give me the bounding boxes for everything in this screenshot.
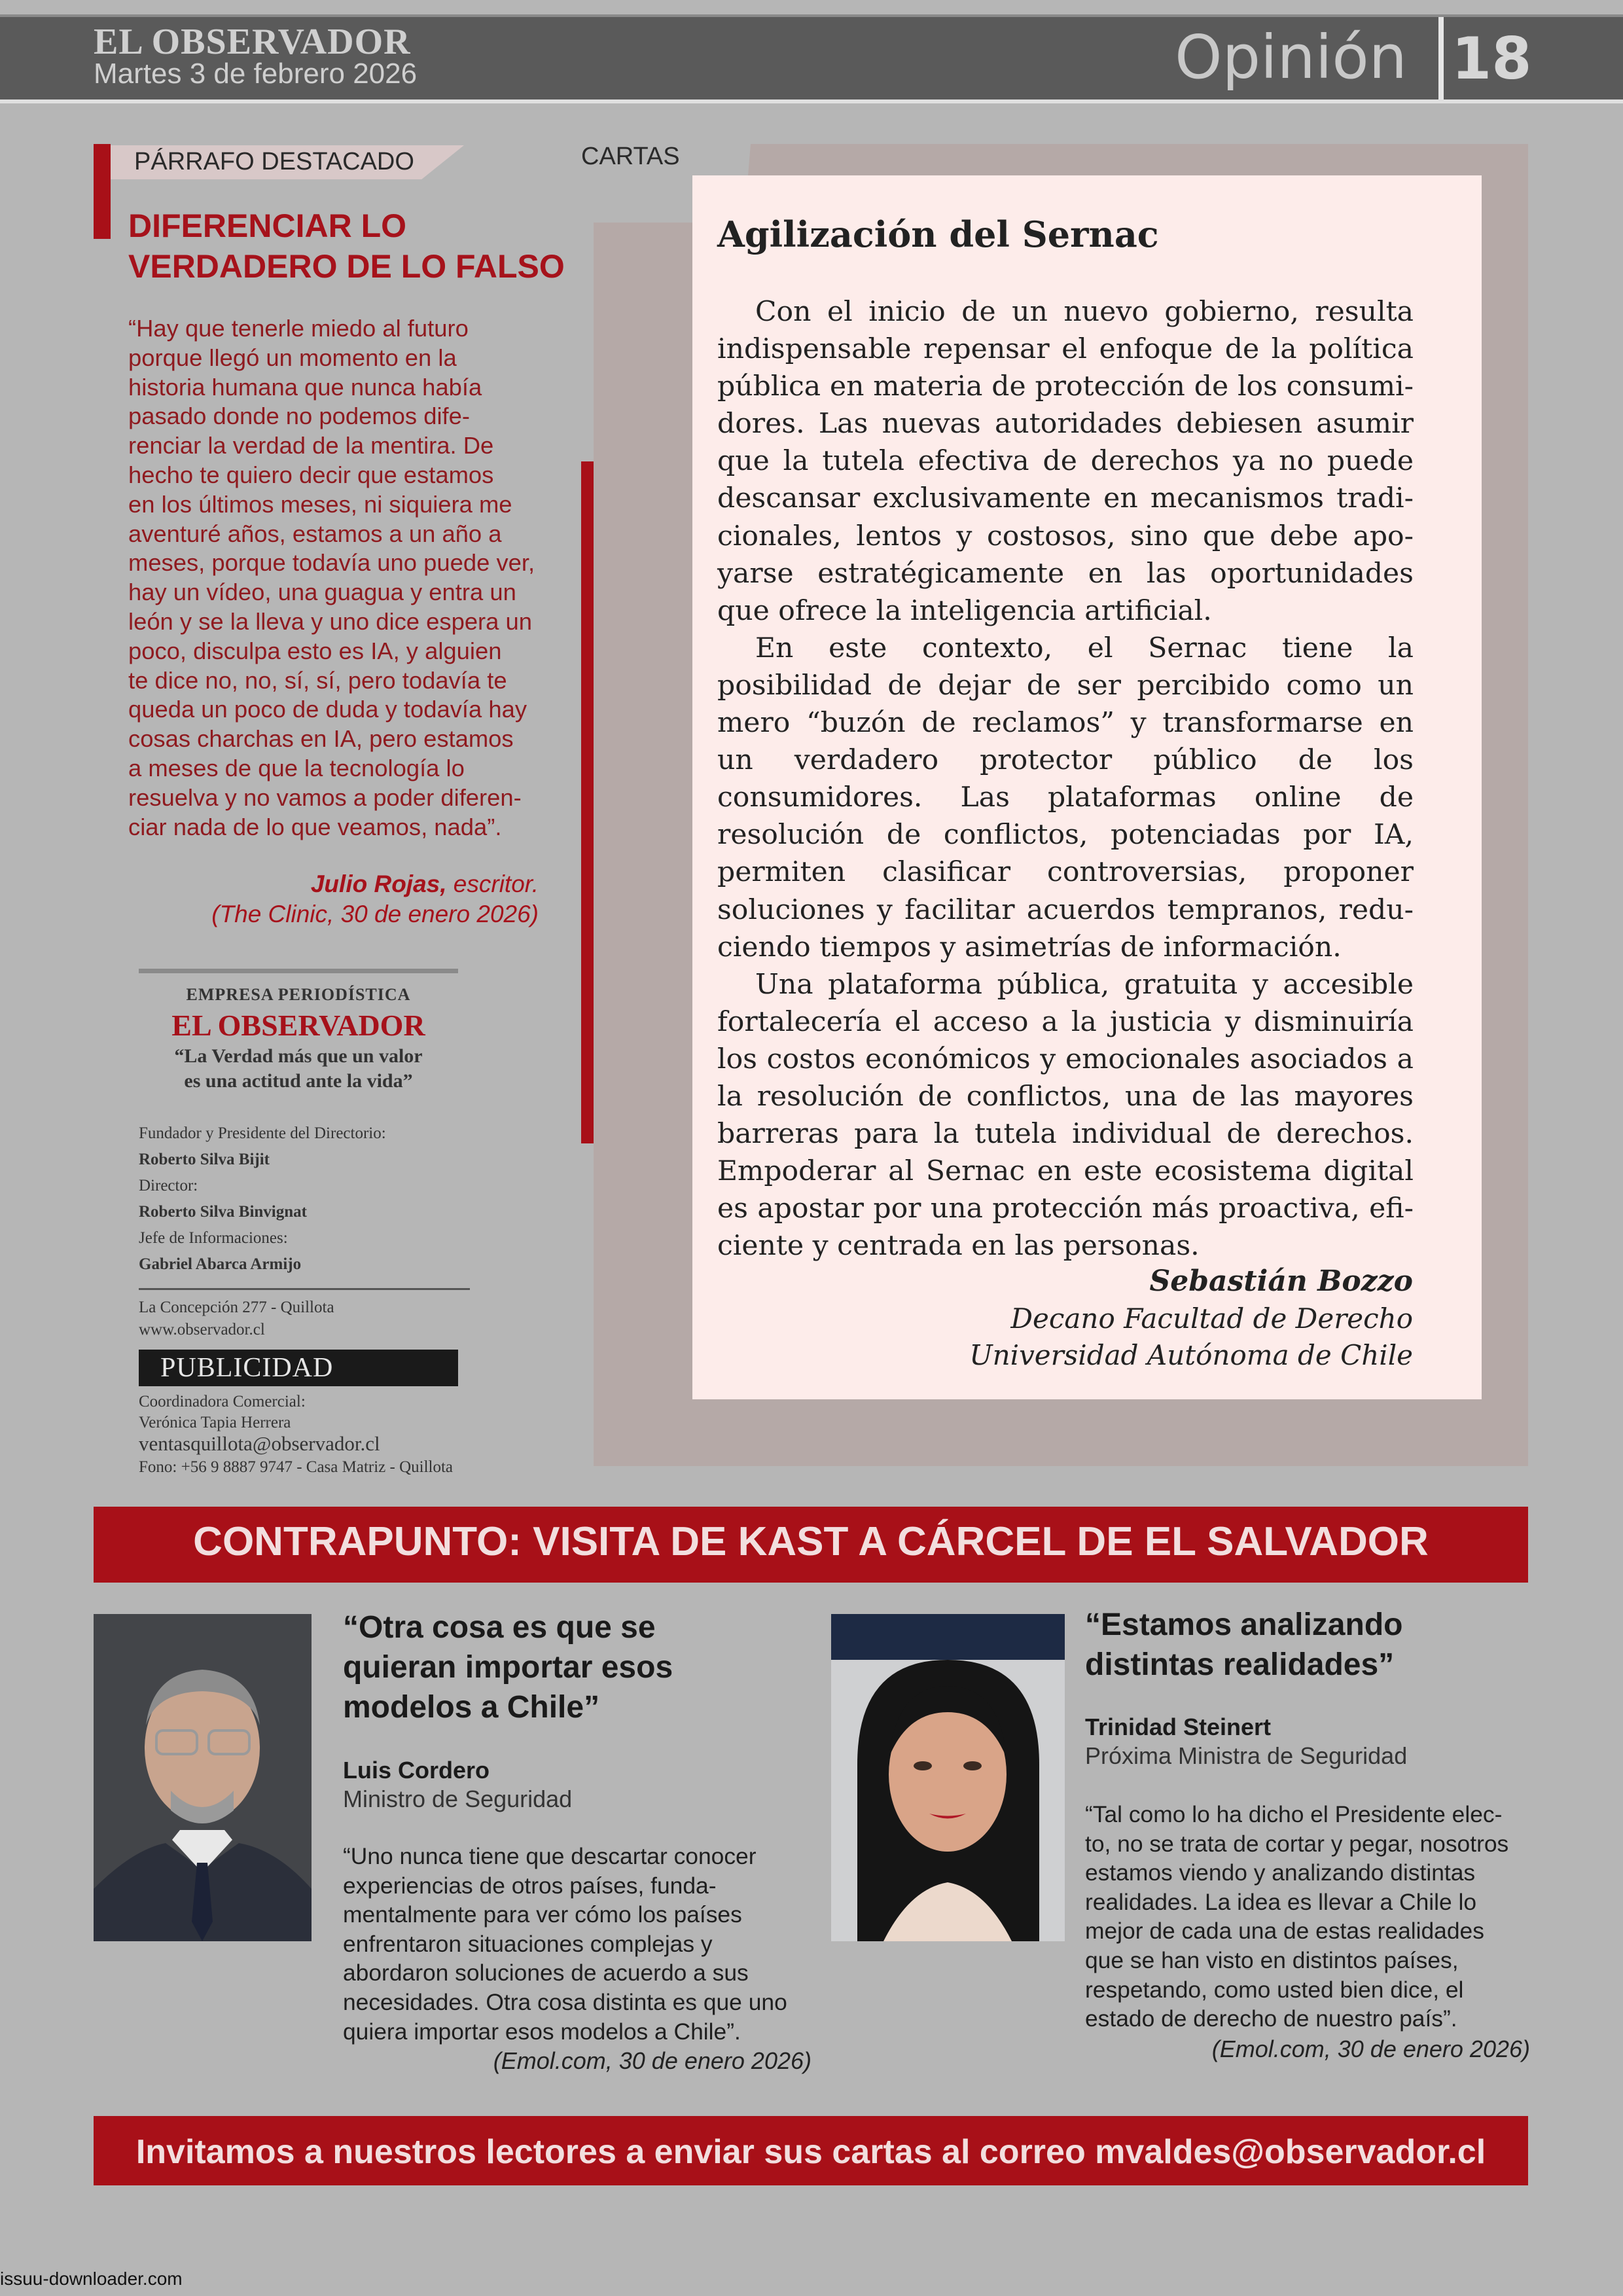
destacado-accent-bar — [94, 144, 111, 239]
cordero-headline — [343, 1607, 736, 1727]
headline-line: distintas realidades” — [1085, 1647, 1395, 1682]
destacado-title — [128, 206, 573, 287]
quote-line: aventuré años, estamos a un año a — [128, 520, 502, 547]
cordero-source: (Emol.com, 30 de enero 2026) — [493, 2047, 812, 2074]
quote-line: abordaron soluciones de acuerdo a sus — [343, 1960, 749, 1986]
publicidad-label: PUBLICIDAD — [160, 1353, 334, 1383]
headline-line: “Otra cosa es que se — [343, 1610, 656, 1645]
coordinator-name: Verónica Tapia Herrera — [139, 1414, 291, 1431]
phone: Fono: +56 9 8887 9747 - Casa Matriz - Quillota — [139, 1458, 454, 1476]
page-number: 18 — [1452, 25, 1532, 92]
quote-line: que se han visto en distintos países, — [1085, 1946, 1459, 1973]
watermark-text: issuu-downloader.com — [0, 2269, 183, 2289]
letter-author: Sebastián Bozzo — [1149, 1265, 1413, 1298]
address: La Concepción 277 - Quillota — [139, 1299, 334, 1316]
quote-line: “Uno nunca tiene que descartar conocer — [343, 1843, 757, 1869]
quote-line: ciar nada de lo que veamos, nada”. — [128, 813, 502, 840]
motto-line: “La Verdad más que un valor — [174, 1045, 423, 1067]
motto-line: es una actitud ante la vida” — [184, 1070, 413, 1092]
quote-line: en los últimos meses, ni siquiera me — [128, 490, 512, 518]
steinert-photo — [831, 1614, 1065, 1941]
chief-name: Gabriel Abarca Armijo — [139, 1255, 302, 1273]
newspaper-name: EL OBSERVADOR — [94, 22, 411, 62]
steinert-source: (Emol.com, 30 de enero 2026) — [1211, 2036, 1530, 2062]
quote-line: hay un vídeo, una guagua y entra un — [128, 579, 516, 606]
steinert-quote — [1085, 1800, 1556, 2034]
imprint-company: EMPRESA PERIODÍSTICA — [186, 985, 411, 1004]
cordero-name: Luis Cordero — [343, 1757, 490, 1784]
steinert-role: Próxima Ministra de Seguridad — [1085, 1742, 1408, 1769]
cordero-role: Ministro de Seguridad — [343, 1785, 573, 1812]
cartas-label: CARTAS — [581, 143, 680, 170]
cordero-photo — [94, 1614, 312, 1941]
imprint-paper-name: EL OBSERVADOR — [171, 1009, 425, 1042]
quote-line: necesidades. Otra cosa distinta es que uno — [343, 1988, 787, 2015]
director-label: Director: — [139, 1177, 198, 1194]
founder-name: Roberto Silva Bijit — [139, 1151, 270, 1168]
chief-label: Jefe de Informaciones: — [139, 1229, 288, 1247]
founder-label: Fundador y Presidente del Directorio: — [139, 1124, 386, 1142]
headline-line: quieran importar esos — [343, 1650, 673, 1685]
quote-line: quiera importar esos modelos a Chile”. — [343, 2018, 741, 2045]
letter-paragraph: Una plataforma pública, gratuita y accesible fortalecería el acceso a la justicia y disminuiría los costos económicos y emocionales asociados a la resolución de conflictos, una de las mayores barreras para la tutela individual de derechos. Empoderar al Sernac en este ecosistema digital es apostar por una protección más proactiva, eficiente y centrada en las personas. — [717, 968, 1414, 1263]
letter-paragraph: Con el inicio de un nuevo gobierno, resulta indispensable repensar el enfoque de la política pública en materia de protección de los consumidores. Las nuevas autoridades debiesen asumir que la tutela efectiva de derechos ya no puede descansar exclusivamente en mecanismos tradicionales, lentos y costosos, sino que debe apoyarse estratégicamente en las oportunidades que ofrece la inteligencia artificial. — [717, 296, 1414, 627]
quote-line: resuelva y no vamos a poder diferen- — [128, 783, 522, 811]
quote-line: queda un poco de duda y todavía hay — [128, 696, 527, 723]
website-link[interactable]: www.observador.cl — [139, 1321, 265, 1338]
quote-line: cosas charchas en IA, pero estamos — [128, 725, 514, 753]
quote-line: to, no se trata de cortar y pegar, nosotros — [1085, 1830, 1509, 1857]
quote-author-role: escritor. — [446, 870, 539, 897]
quote-line: poco, disculpa esto es IA, y alguien — [128, 637, 502, 664]
cordero-portrait — [94, 1614, 312, 1941]
section-name: Opinión — [1175, 22, 1407, 92]
invite-text[interactable]: Invitamos a nuestros lectores a enviar sus cartas al correo mvaldes@observador.cl — [135, 2133, 1486, 2171]
steinert-portrait — [831, 1614, 1065, 1941]
imprint-rule — [139, 969, 458, 973]
quote-line: historia humana que nunca había — [128, 373, 482, 401]
quote-line: león y se la lleva y uno dice espera un — [128, 607, 533, 635]
letter-title: Agilización del Sernac — [717, 213, 1159, 255]
quote-line: meses, porque todavía uno puede ver, — [128, 549, 535, 577]
quote-line: respetando, como usted bien dice, el — [1085, 1976, 1464, 2003]
director-name: Roberto Silva Binvignat — [139, 1203, 307, 1221]
ad-email-link[interactable]: ventasquillota@observador.cl — [139, 1432, 380, 1455]
quote-line: hecho te quiero decir que estamos — [128, 461, 494, 488]
steinert-headline — [1085, 1605, 1491, 1685]
letter-affiliation: Decano Facultad de Derecho — [1010, 1302, 1413, 1335]
quote-line: “Tal como lo ha dicho el Presidente elec- — [1085, 1801, 1503, 1827]
headline-line: “Estamos analizando — [1085, 1607, 1403, 1642]
quote-line: te dice no, no, sí, sí, pero todavía te — [128, 666, 507, 694]
letter-body — [717, 293, 1414, 1265]
imprint-motto — [139, 1044, 458, 1094]
page-number-divider — [1438, 17, 1444, 99]
masthead — [0, 14, 1623, 103]
quote-author — [311, 870, 539, 898]
quote-line: estado de derecho de nuestro país”. — [1085, 2005, 1457, 2032]
quote-line: experiencias de otros países, funda- — [343, 1872, 717, 1899]
quote-line: mejor de cada una de estas realidades — [1085, 1918, 1484, 1945]
destacado-label: PÁRRAFO DESTACADO — [134, 148, 414, 175]
destacado-title-line: VERDADERO DE LO FALSO — [128, 248, 565, 285]
quote-line: “Hay que tenerle miedo al futuro — [128, 315, 469, 342]
quote-line: renciar la verdad de la mentira. De — [128, 432, 494, 459]
quote-line: enfrentaron situaciones complejas y — [343, 1930, 713, 1957]
issue-date: Martes 3 de febrero 2026 — [94, 58, 418, 90]
cordero-quote — [343, 1842, 814, 2046]
quote-line: porque llegó un momento en la — [128, 344, 457, 371]
letter-affiliation: Universidad Autónoma de Chile — [969, 1339, 1413, 1371]
imprint-rule — [139, 1288, 470, 1290]
quote-line: estamos viendo y analizando distintas — [1085, 1859, 1476, 1886]
quote-line: realidades. La idea es llevar a Chile lo — [1085, 1888, 1477, 1915]
headline-line: modelos a Chile” — [343, 1690, 600, 1725]
quote-author-name: Julio Rojas, — [310, 870, 447, 897]
quote-line: mentalmente para ver cómo los países — [343, 1901, 742, 1928]
steinert-name: Trinidad Steinert — [1085, 1713, 1272, 1740]
letter-paragraph: En este contexto, el Sernac tiene la posibilidad de dejar de ser percibido como un mero “buzón de reclamos” y transformarse en un verdadero protector público de los consumidores. Las plataformas online de resolución de conflictos, potenciadas por IA, permiten clasificar controversias, proponer soluciones y facilitar acuerdos tempranos, reduciendo tiempos y asimetrías de información. — [717, 632, 1414, 963]
destacado-quote — [128, 314, 547, 842]
coordinator-label: Coordinadora Comercial: — [139, 1393, 306, 1410]
quote-line: pasado donde no podemos dife- — [128, 403, 470, 430]
quote-line: a meses de que la tecnología lo — [128, 754, 465, 781]
quote-source: (The Clinic, 30 de enero 2026) — [211, 901, 539, 927]
contrapunto-title: CONTRAPUNTO: VISITA DE KAST A CÁRCEL DE EL SALVADOR — [193, 1519, 1429, 1564]
destacado-title-line: DIFERENCIAR LO — [128, 207, 406, 244]
